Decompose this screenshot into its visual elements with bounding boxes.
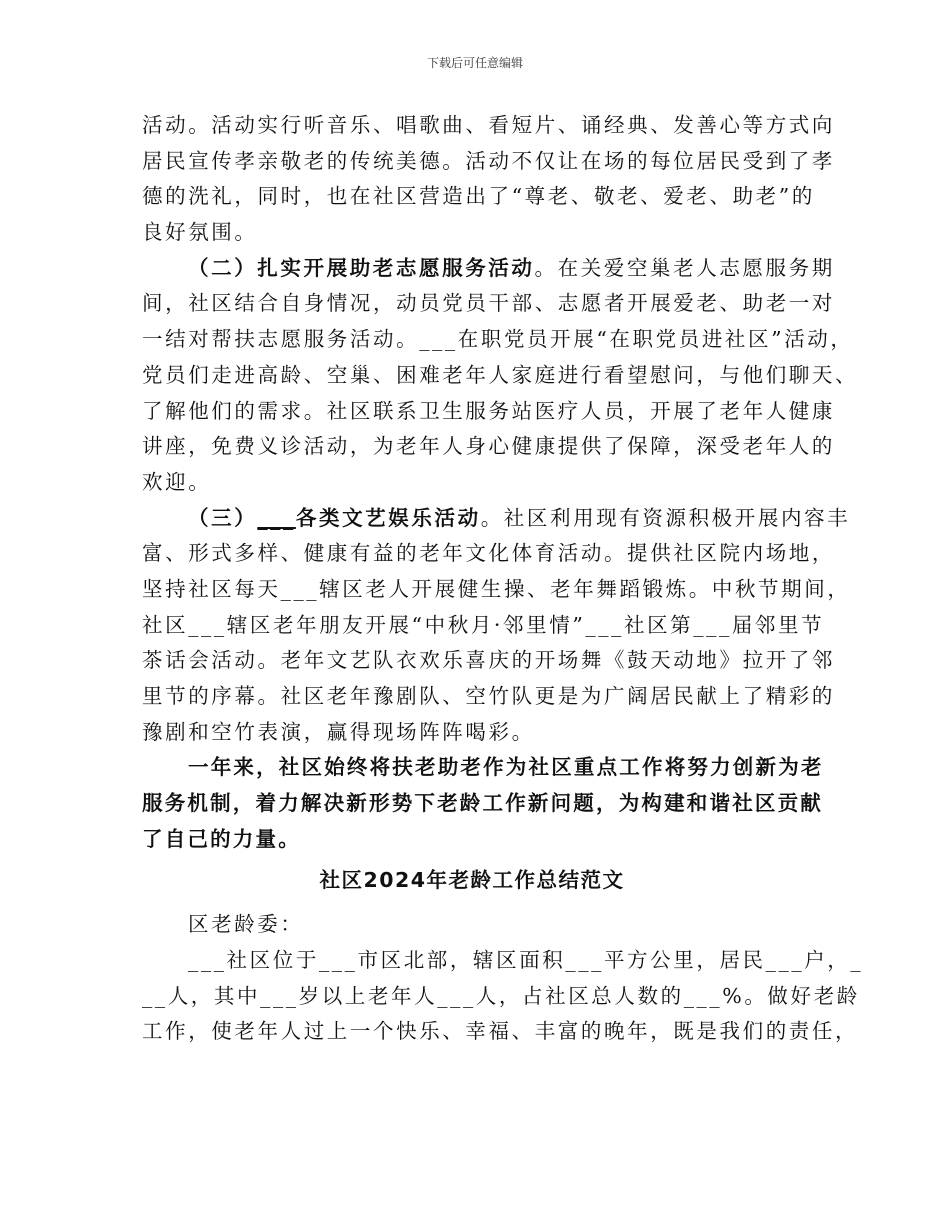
text-line: 豫剧和空竹表演，赢得现场阵阵喝彩。 [142,719,535,744]
salutation: 区老龄委： [188,912,304,937]
text-line: 一结对帮扶志愿服务活动。___在职党员开展“在职党员进社区”活动， [142,327,854,352]
text-line: 讲座，免费义诊活动，为老年人身心健康提供了保障，深受老年人的 [142,434,835,459]
text-line: 茶话会活动。老年文艺队衣欢乐喜庆的开场舞《鼓天动地》拉开了邻 [142,648,835,673]
document-title: 社区2024年老龄工作总结范文 [319,868,625,893]
page-header: 下载后可任意编辑 [426,56,523,70]
summary-line: 服务机制，着力解决新形势下老龄工作新问题，为构建和谐社区贡献 [142,791,823,816]
text-line: 社区___辖区老年朋友开展“中秋月·邻里情”___社区第___届邻里节 [142,612,825,637]
text-line: ___社区位于___市区北部，辖区面积___平方公里，居民___户，_ [188,947,864,972]
text-line: 工作，使老年人过上一个快乐、幸福、丰富的晚年，既是我们的责任， [142,1019,859,1044]
text-line: 良好氛围。 [142,220,258,245]
document-body [142,108,864,1050]
text-line: __人，其中___岁以上老年人___人，占社区总人数的___%。做好老龄 [142,983,860,1008]
summary-line: 一年来，社区始终将扶老助老作为社区重点工作将努力创新为老 [188,755,824,780]
text-line: 坚持社区每天___辖区老人开展健生操、老年舞蹈锻炼。中秋节期间， [142,576,851,601]
section-3-heading-blank: ___ [257,505,296,530]
text-line: 间，社区结合自身情况，动员党员干部、志愿者开展爱老、助老一对 [142,291,835,316]
text-line: 富、形式多样、健康有益的老年文化体育活动。提供社区院内场地， [142,541,835,566]
text-line: 里节的序幕。社区老年豫剧队、空竹队更是为广阔居民献上了精彩的 [142,684,835,708]
text-line: 党员们走进高龄、空巢、困难老年人家庭进行看望慰问，与他们聊天、 [142,362,859,387]
section-3-heading-prefix: （三） [188,505,258,530]
text-line: 欢迎。 [142,469,212,494]
section-3-heading: 各类文艺娱乐活动 [295,505,481,530]
text-line: 德的洗礼，同时，也在社区营造出了“尊老、敬老、爱老、助老”的 [142,184,815,209]
text-line: 活动。活动实行听音乐、唱歌曲、看短片、诵经典、发善心等方式向 [142,113,835,137]
text-span: 。在关爱空巢老人志愿服务期 [534,255,835,280]
text-line: 了解他们的需求。社区联系卫生服务站医疗人员，开展了老年人健康 [142,398,835,423]
section-2-heading: （二）扎实开展助老志愿服务活动 [188,255,535,280]
text-span: 。社区利用现有资源积极开展内容丰 [480,505,851,530]
section-3-first-line [142,501,851,537]
section-2-first-line [142,251,835,287]
text-line: 居民宣传孝亲敬老的传统美德。活动不仅让在场的每位居民受到了孝 [142,148,835,173]
summary-line: 了自己的力量。 [142,826,301,851]
